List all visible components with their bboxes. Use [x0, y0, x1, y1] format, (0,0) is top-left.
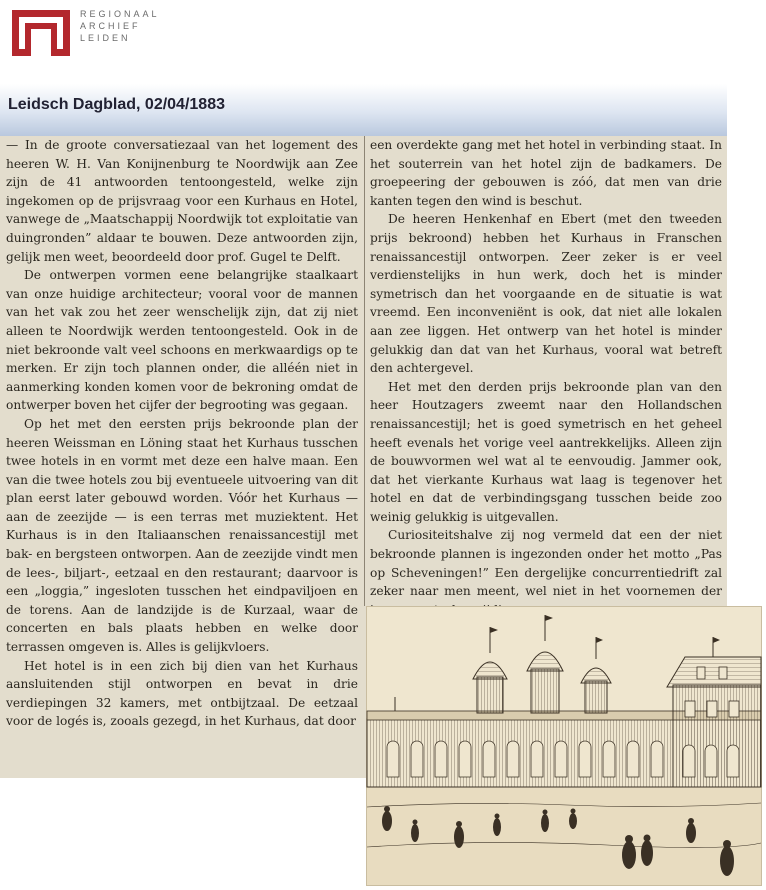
- article-paragraph: een overdekte gang met het hotel in verbinding staat. In het souterrein van het hotel zijn de badkamers. De groepeering der gebouwen is zóó, dat men van drie kanten tegen den wind is beschut.: [370, 138, 722, 208]
- article-paragraph: Het hotel is in een zich bij dien van het Kurhaus aansluitenden stijl ontworpen en bevat in drie verdiepingen 32 kamers, met ontbijtzaal. De eetzaal voor de logés is, zooals gezegd, in het Kurhaus, dat door: [6, 658, 358, 729]
- article-left-column: [6, 136, 358, 778]
- logo-line-2: ARCHIEF: [80, 21, 141, 31]
- archive-logo-text: [80, 8, 160, 44]
- article-paragraph: De heeren Henkenhaf en Ebert (met den tweeden prijs bekroond) hebben het Kurhaus in Franschen renaissancestijl ontworpen. Zeer zeker is er veel verdienstelijks in hun werk, doch het is minder symetrisch dan het voorgaande en de situatie is wat vreemd. Een inconveniënt is ook, dat niet alle lokalen aan zee liggen. Het ontwerp van het hotel is minder gelukkig dan dat van het Kurhaus, vooral wat betreft den achtergevel.: [370, 212, 722, 376]
- kurhaus-engraving-drawing: [367, 607, 761, 885]
- article-paragraph: — In de groote conversatiezaal van het logement des heeren W. H. Van Konijnenburg te Noordwijk aan Zee zijn de 41 antwoorden tentoongesteld, welke zijn ingekomen op de prijsvraag voor een Kurhaus en Hotel, vanwege de „Maatschappij Noordwijk tot exploitatie van duingronden” aldaar te bouwen. Deze antwoorden zijn, gelijk men weet, beoordeeld door prof. Gugel te Delft.: [6, 138, 358, 264]
- article-paragraph: Op het met den eersten prijs bekroonde plan der heeren Weissman en Löning staat het Kurhaus tusschen twee hotels in en vormt met deze een halve maan. Een van die twee hotels zou bij eventueele uitvoering van dit plan eerst later gebouwd worden. Vóór het Kurhaus — aan de zeezijde — is een terras met muziektent. Het Kurhaus is in den Italiaanschen renaissancestijl met bak- en bergsteen ontworpen. Aan de zeezijde vindt men de lees-, biljart-, eetzaal en den restaurant; daarvoor is een „loggia,” ingesloten tusschen het eindpaviljoen en de torens. Aan de landzijde is de Kurzaal, waar de concerten en bals plaats hebben en welke door terrassen omgeven is. Alles is gelijkvloers.: [6, 416, 358, 655]
- logo-line-1: REGIONAAL: [80, 9, 160, 19]
- archive-logo-icon: [12, 10, 70, 56]
- kurhaus-engraving: [366, 606, 762, 886]
- article-paragraph: De ontwerpen vormen eene belangrijke staalkaart van onze huidige architecteur; vooral voor de mannen van het vak zou het zeer wenschelijk zijn, dat zij niet alleen te Noordwijk werden tentoongesteld. Ook in de niet bekroonde valt veel schoons en merkwaardigs op te merken. Er zijn toch plannen onder, die alléén niet in aanmerking konden komen voor de bekroning omdat de ontwerper boven het cijfer der begrooting was gegaan.: [6, 268, 358, 413]
- page-title: Leidsch Dagblad, 02/04/1883: [8, 96, 225, 113]
- article-right-column: [370, 136, 722, 606]
- article-paragraph: Het met den derden prijs bekroonde plan van den heer Houtzagers zweemt naar den Hollandschen renaissancestijl; het is goed symetrisch en het geheel heeft evenals het vorige veel aantrekkelijks. Alleen zijn de bouwvormen wel wat al te eenvoudig. Jammer ook, dat het vierkante Kurhaus wat laag is tegenover het hotel en dat de verbindingsgang tusschen beide zoo weinig gelukkig is uitgevallen.: [370, 379, 722, 524]
- article-paragraph: Curiositeitshalve zij nog vermeld dat een der niet bekroonde plannen is ingezonden onder het motto „Pas op Scheveningen!” Een dergelijke concurrentiedrift zal zeker naar men meent, wel niet in het voornemen der: [370, 528, 722, 599]
- column-divider: [364, 136, 365, 606]
- logo-line-3: LEIDEN: [80, 33, 131, 43]
